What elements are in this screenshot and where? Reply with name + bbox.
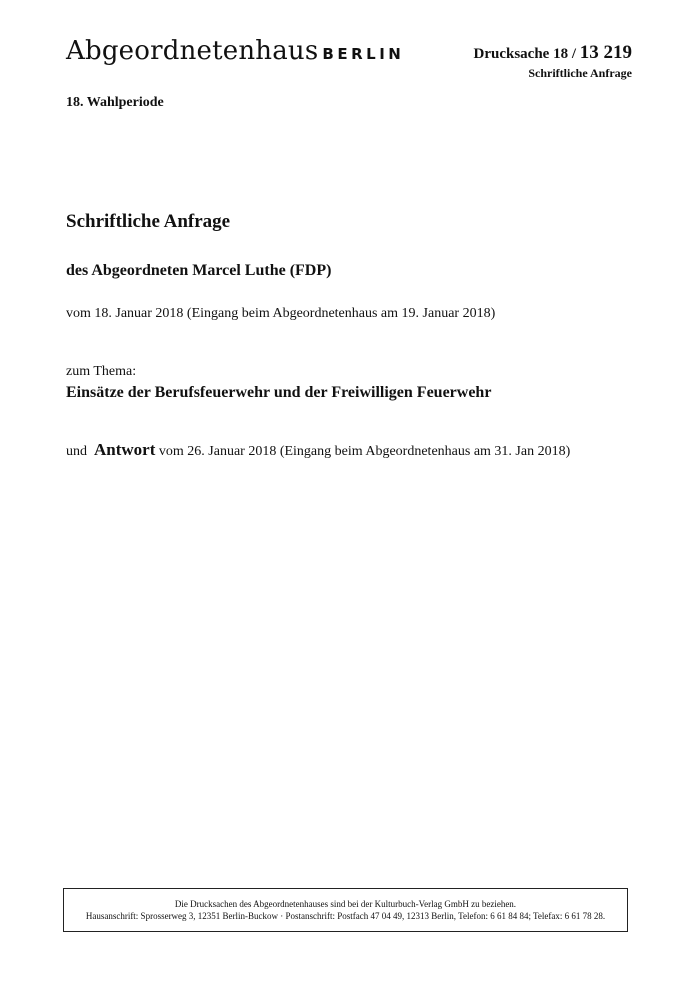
drucksache-value: 13 219	[579, 42, 632, 63]
logo-wordmark: Abgeordnetenhaus	[66, 36, 319, 66]
answer-date: vom 26. Januar 2018 (Eingang beim Abgeordnetenhaus am 31. Jan 2018)	[158, 444, 571, 459]
electoral-period: 18. Wahlperiode	[66, 95, 164, 110]
answer-line	[66, 440, 570, 460]
footer-line-1: Die Drucksachen des Abgeordnetenhauses sind bei der Kulturbuch-Verlag GmbH zu beziehen.	[174, 899, 517, 909]
drucksache-number	[474, 42, 633, 64]
answer-word: Antwort	[94, 440, 156, 459]
institution-logo	[66, 36, 404, 66]
footer-line-2: Hausanschrift: Sprosserweg 3, 12351 Berlin-Buckow · Postanschrift: Postfach 47 04 49, 12313 Berlin, Telefon: 6 61 84 84; Telefax: 6 61 78 28.	[85, 911, 606, 921]
topic-label: zum Thema:	[66, 364, 137, 379]
inquiry-date-line: vom 18. Januar 2018 (Eingang beim Abgeordnetenhaus am 19. Januar 2018)	[66, 306, 496, 321]
drucksache-label: Drucksache 18 /	[473, 46, 576, 62]
answer-prefix: und	[66, 444, 87, 459]
document-kind: Schriftliche Anfrage	[528, 66, 632, 80]
author-line: des Abgeordneten Marcel Luthe (FDP)	[66, 262, 332, 279]
document-title: Schriftliche Anfrage	[66, 211, 231, 232]
footer-notice	[63, 888, 628, 932]
logo-city: BERLIN	[322, 45, 405, 63]
topic-title: Einsätze der Berufsfeuerwehr und der Freiwilligen Feuerwehr	[66, 384, 492, 401]
